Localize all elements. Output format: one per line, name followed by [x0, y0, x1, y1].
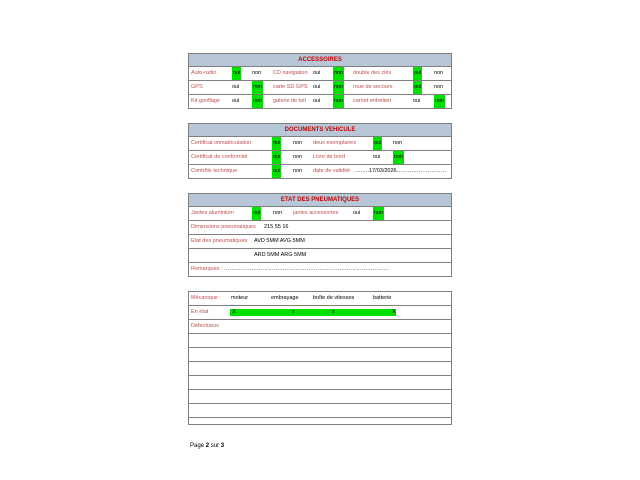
double-cles-oui: oui: [413, 67, 422, 80]
roue-secours-oui: oui: [413, 81, 422, 94]
accessoires-table: [188, 53, 452, 109]
deux-exemplaires-oui: oui: [373, 137, 382, 150]
defectueux-label: Défectueux: [191, 323, 219, 329]
en-etat-bar: [230, 309, 396, 316]
footer-sep: sur: [210, 443, 220, 449]
table-row: [189, 404, 451, 418]
pneumatiques-title: ETAT DES PNEUMATIQUES: [189, 194, 451, 207]
etat-pneus-label: Etat des pneumatiques: [191, 238, 248, 244]
table-row: [189, 418, 451, 424]
controle-technique-oui: oui: [272, 165, 281, 178]
deux-exemplaires-non: non: [393, 140, 403, 146]
galerie-toit-non: non: [333, 95, 344, 108]
embrayage-mark: x: [292, 309, 295, 315]
gps-label: GPS: [191, 84, 203, 90]
pneus-avant-value: AVD 5MM AVG 5MM: [254, 238, 305, 244]
mecanique-table: [188, 291, 452, 425]
certificat-immatriculation-label: Certificat immatriculation: [191, 140, 252, 146]
remarques-value: ………………………………………………………………………………: [224, 266, 389, 272]
footer-prefix: Page: [190, 443, 205, 449]
documents-table: [188, 123, 452, 179]
table-row: [189, 235, 451, 249]
documents-title: DOCUMENTS VEHICULE: [189, 124, 451, 137]
carnet-entretien-oui: oui: [413, 98, 421, 104]
kit-gonflage-label: Kit gonflage: [191, 98, 221, 104]
galerie-toit-label: galerie de toit: [273, 98, 307, 104]
controle-technique-label: Contrôle technique: [191, 168, 238, 174]
jantes-aluminium-oui: oui: [252, 207, 261, 220]
table-row: [189, 207, 451, 221]
table-row: [189, 137, 451, 151]
roue-secours-label: roue de secours: [353, 84, 393, 90]
carnet-entretien-non: non: [434, 95, 445, 108]
pneumatiques-table: [188, 193, 452, 277]
moteur-mark: X: [232, 309, 236, 315]
gps-non: non: [252, 81, 263, 94]
gps-oui: oui: [232, 84, 240, 90]
table-row: [189, 67, 451, 81]
jantes-aluminium-non: non: [273, 210, 283, 216]
table-row: [189, 292, 451, 306]
table-row: [189, 334, 451, 348]
col-batterie: batterie: [373, 295, 392, 301]
cd-navigation-non: non: [333, 67, 344, 80]
batterie-mark: X: [392, 309, 396, 315]
carte-sd-oui: oui: [313, 84, 321, 90]
page-footer: [190, 443, 224, 449]
table-row: [189, 306, 451, 320]
double-cles-non: non: [434, 70, 444, 76]
mecanique-label: Mécanique :: [191, 295, 221, 301]
date-validite-label: date de validité: [313, 168, 350, 174]
deux-exemplaires-label: deux exemplaires: [313, 140, 357, 146]
table-row: [189, 362, 451, 376]
auto-radio-label: Auto-radio: [191, 70, 217, 76]
footer-total: 3: [220, 443, 225, 449]
carte-sd-non: non: [333, 81, 344, 94]
table-row: [189, 95, 451, 108]
table-row: [189, 263, 451, 276]
footer-page: 2: [205, 443, 210, 449]
table-row: [189, 165, 451, 178]
col-embrayage: embrayage: [271, 295, 299, 301]
en-etat-label: En état: [191, 309, 209, 315]
pneus-arriere-value: ARD 5MM ARG 5MM: [254, 252, 307, 258]
certificat-conformite-non: non: [293, 154, 303, 160]
carte-sd-label: carte SD GPS: [273, 84, 308, 90]
date-validite-value: ……..17/03/2026………………………: [355, 168, 447, 174]
table-row: [189, 151, 451, 165]
jantes-accessoires-oui: oui: [353, 210, 361, 216]
jantes-accessoires-label: jantes accessoires: [293, 210, 339, 216]
certificat-conformite-oui: oui: [272, 151, 281, 164]
table-row: [189, 221, 451, 235]
double-cles-label: double des clés: [353, 70, 392, 76]
livre-bord-oui: oui: [373, 154, 381, 160]
certificat-immatriculation-oui: oui: [272, 137, 281, 150]
certificat-immatriculation-non: non: [293, 140, 303, 146]
kit-gonflage-oui: oui: [232, 98, 240, 104]
cd-navigation-oui: oui: [313, 70, 321, 76]
col-moteur: moteur: [231, 295, 249, 301]
table-row: [189, 320, 451, 334]
controle-technique-non: non: [293, 168, 303, 174]
cd-navigation-label: CD navigation: [273, 70, 308, 76]
col-boite-vitesses: boîte de vitesses: [313, 295, 355, 301]
certificat-conformite-label: Certificat de conformité: [191, 154, 248, 160]
accessoires-title: ACCESSOIRES: [189, 54, 451, 67]
galerie-toit-oui: oui: [313, 98, 321, 104]
table-row: [189, 376, 451, 390]
livre-bord-non: non: [393, 151, 404, 164]
remarques-label: Remarques :: [191, 266, 223, 272]
roue-secours-non: non: [434, 84, 444, 90]
table-row: [189, 81, 451, 95]
auto-radio-non: non: [252, 70, 262, 76]
table-row: [189, 348, 451, 362]
kit-gonflage-non: non: [252, 95, 263, 108]
table-row: [189, 390, 451, 404]
table-row: [189, 249, 451, 263]
carnet-entretien-label: carnet entretien: [353, 98, 392, 104]
jantes-accessoires-non: non: [373, 207, 384, 220]
auto-radio-oui: oui: [232, 67, 241, 80]
boite-vitesses-mark: x: [332, 309, 335, 315]
jantes-aluminium-label: Jantes aluminium: [191, 210, 234, 216]
livre-bord-label: Livre de bord: [313, 154, 346, 160]
dimensions-label: Dimensions pneumatiques: [191, 224, 256, 230]
dimensions-value: 215 55 16: [264, 224, 289, 230]
